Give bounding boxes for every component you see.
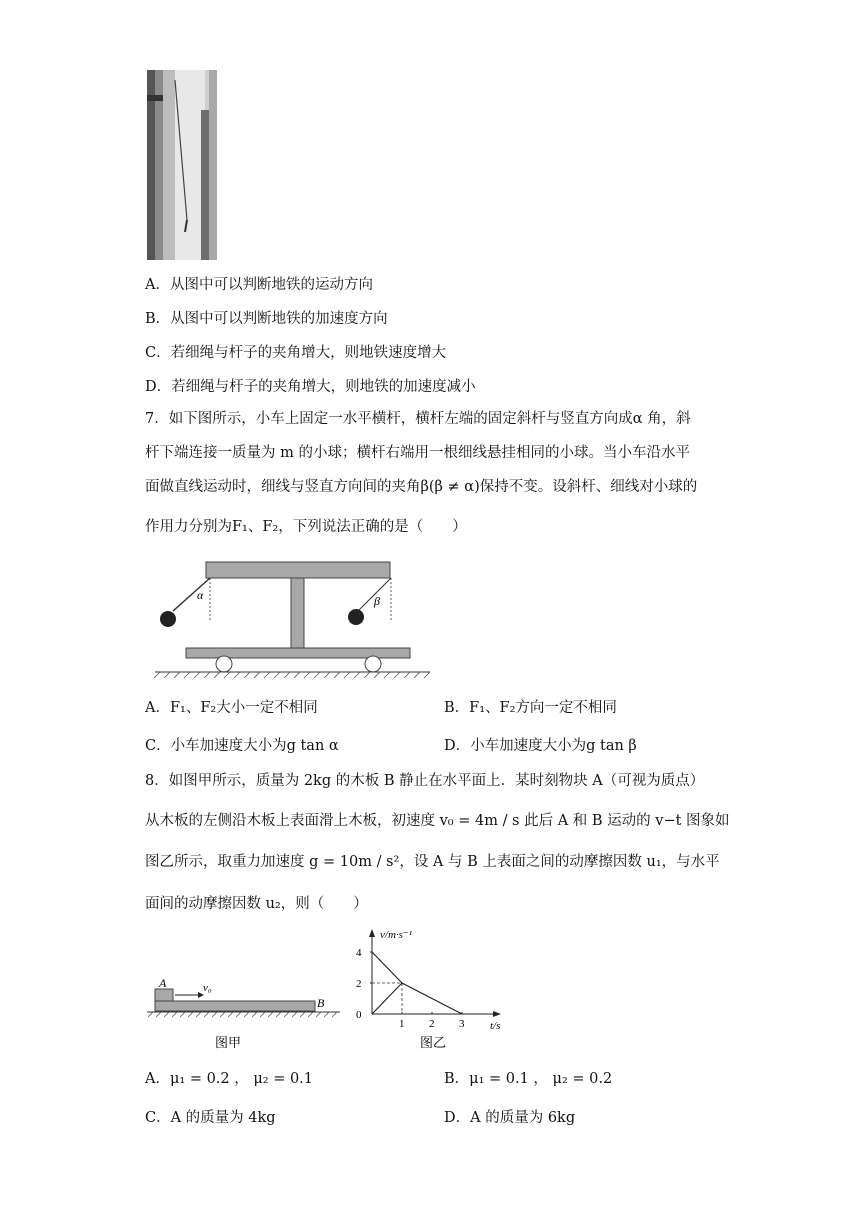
q6-option-c: C．若细绳与杆子的夹角增大，则地铁速度增大 [145, 345, 447, 361]
q7-option-b: B．F₁、F₂方向一定不相同 [444, 700, 617, 716]
q8-v0-label: v₀ [203, 982, 212, 994]
q8-option-a: A．μ₁ = 0.2 ， μ₂ = 0.1 [145, 1071, 314, 1087]
x-tick-label: 2 [429, 1018, 435, 1030]
series-line-1 [372, 952, 462, 1014]
y-tick-label: 0 [356, 1009, 362, 1021]
q7-cart-figure [150, 556, 435, 680]
y-axis-arrow [369, 929, 375, 937]
series-line-2 [372, 983, 402, 1014]
q8-stem-line-3: 图乙所示，取重力加速度 g = 10m / s²，设 A 与 B 上表面之间的动摩擦因数 u₁，与水平 [145, 854, 720, 870]
q7-stem-line-4: 作用力分别为F₁、F₂，下列说法正确的是（ ） [145, 519, 467, 535]
q6-option-a: A．从图中可以判断地铁的运动方向 [145, 277, 373, 293]
q8-stem-line-1: 8．如图甲所示，质量为 2kg 的木板 B 静止在水平面上．某时刻物块 A（可视为质点） [145, 773, 705, 789]
q8-option-b: B．μ₁ = 0.1 ， μ₂ = 0.2 [444, 1071, 613, 1087]
q7-alpha-label: α [197, 588, 204, 602]
q8-board-figure [145, 975, 340, 1050]
x-tick-label: 3 [459, 1018, 465, 1030]
x-tick-label: 1 [399, 1018, 405, 1030]
q8-vt-chart [350, 925, 520, 1050]
q8-fig-jia-caption: 图甲 [215, 1035, 242, 1050]
x-axis-arrow [493, 1011, 501, 1017]
q8-fig-yi-caption: 图乙 [420, 1035, 447, 1050]
q6-option-b: B．从图中可以判断地铁的加速度方向 [145, 311, 388, 327]
q8-option-d: D．A 的质量为 6kg [444, 1110, 576, 1126]
q8-board-b-label: B [317, 996, 325, 1010]
q7-stem-line-2: 杆下端连接一质量为 m 的小球；横杆右端用一根细线悬挂相同的小球。当小车沿水平 [145, 445, 690, 461]
q6-option-d: D．若细绳与杆子的夹角增大，则地铁的加速度减小 [145, 379, 476, 395]
y-tick-label: 2 [356, 978, 362, 990]
q7-option-c: C．小车加速度大小为g tan α [145, 738, 339, 754]
q7-beta-label: β [374, 594, 380, 608]
y-axis-label: v/m·s⁻¹ [380, 929, 413, 941]
q8-stem-line-2: 从木板的左侧沿木板上表面滑上木板，初速度 v₀ = 4m / s 此后 A 和 B 运动的 v−t 图象如 [145, 813, 730, 829]
q8-stem-line-4: 面间的动摩擦因数 u₂，则（ ） [145, 896, 368, 912]
q8-block-a-label: A [159, 976, 167, 990]
subway-photo [147, 70, 217, 260]
q7-stem-line-1: 7．如下图所示，小车上固定一水平横杆，横杆左端的固定斜杆与竖直方向成α 角，斜 [145, 411, 691, 427]
q7-option-d: D．小车加速度大小为g tan β [444, 738, 637, 754]
y-tick-label: 4 [356, 947, 362, 959]
q8-option-c: C．A 的质量为 4kg [145, 1110, 276, 1126]
x-axis-label: t/s [490, 1020, 501, 1032]
q7-option-a: A．F₁、F₂大小一定不相同 [145, 700, 318, 716]
q7-stem-line-3: 面做直线运动时，细线与竖直方向间的夹角β(β ≠ α)保持不变。设斜杆、细线对小球的 [145, 479, 698, 495]
